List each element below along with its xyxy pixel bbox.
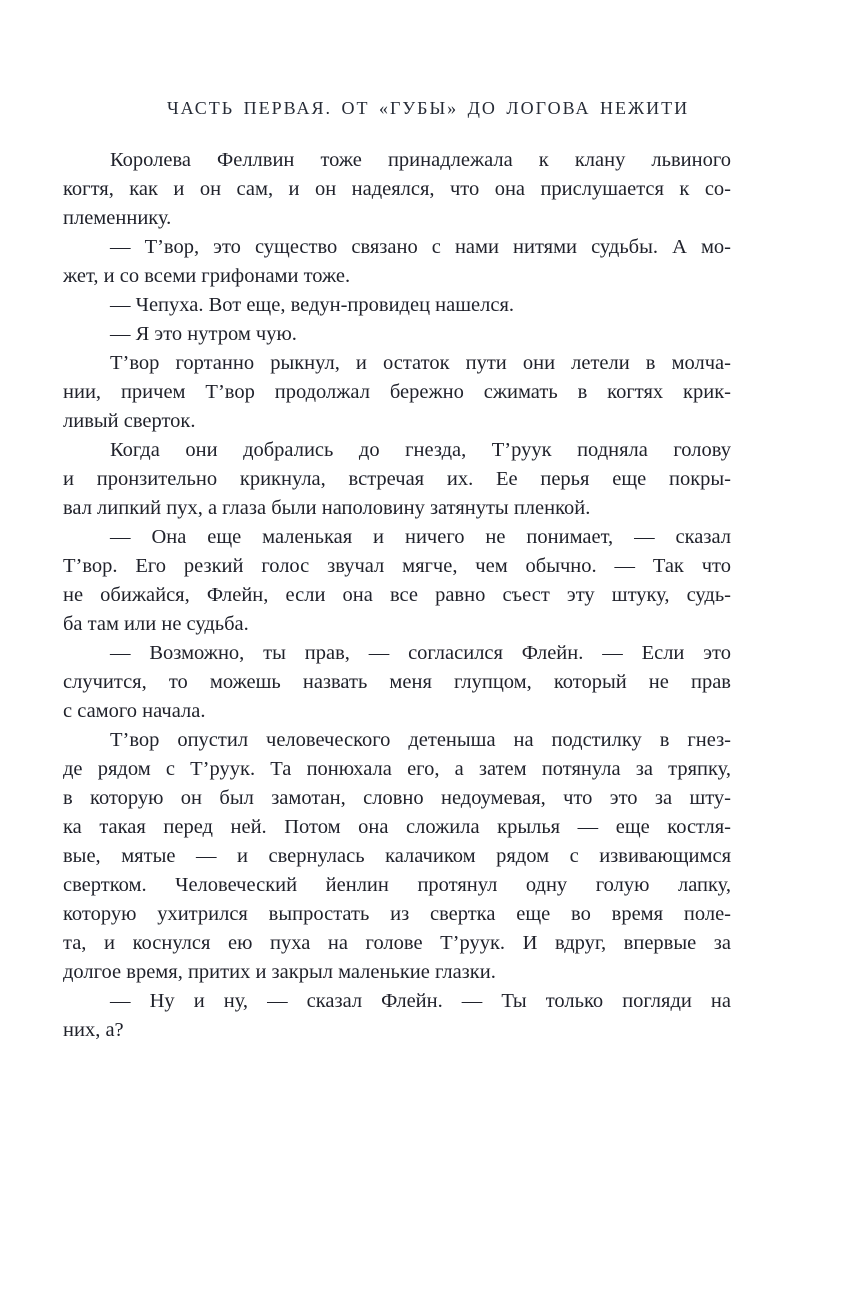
paragraph xyxy=(63,291,731,320)
text-line: — Возможно, ты прав, — согласился Флейн. — Если это xyxy=(110,642,731,664)
paragraph xyxy=(63,523,731,639)
text-line: вые, мятые — и свернулась калачиком рядом с извивающимся xyxy=(63,845,731,867)
text-line: Т’вор опустил человеческого детеныша на подстилку в гнез- xyxy=(110,729,731,751)
running-header: ЧАСТЬ ПЕРВАЯ. ОТ «ГУБЫ» ДО ЛОГОВА НЕЖИТИ xyxy=(166,98,690,118)
text-line: ливый сверток. xyxy=(63,410,196,432)
text-block xyxy=(63,146,731,1045)
text-line: де рядом с Т’руук. Та понюхала его, а затем потянула за тряпку, xyxy=(63,758,731,780)
paragraph xyxy=(63,987,731,1045)
text-line: которую ухитрился выпростать из свертка еще во время поле- xyxy=(63,903,731,925)
text-line: Королева Феллвин тоже принадлежала к клану львиного xyxy=(110,149,731,171)
text-line: — Ну и ну, — сказал Флейн. — Ты только погляди на xyxy=(110,990,731,1012)
text-line: в которую он был замотан, словно недоумевая, что это за шту- xyxy=(63,787,731,809)
text-line: ка такая перед ней. Потом она сложила крылья — еще костля- xyxy=(63,816,731,838)
paragraph xyxy=(63,146,731,233)
text-line: когтя, как и он сам, и он надеялся, что она прислушается к со- xyxy=(63,178,731,200)
text-line: свертком. Человеческий йенлин протянул одну голую лапку, xyxy=(63,874,731,896)
text-line: с самого начала. xyxy=(63,700,206,722)
paragraph xyxy=(63,436,731,523)
text-line: Т’вор гортанно рыкнул, и остаток пути они летели в молча- xyxy=(110,352,731,374)
text-line: — Чепуха. Вот еще, ведун-провидец нашелся. xyxy=(110,294,515,316)
text-line: Т’вор. Его резкий голос звучал мягче, чем обычно. — Так что xyxy=(63,555,731,577)
text-line: и пронзительно крикнула, встречая их. Ее перья еще покры- xyxy=(63,468,731,490)
text-line: — Я это нутром чую. xyxy=(110,323,297,345)
text-line: племеннику. xyxy=(63,207,172,229)
text-line: них, а? xyxy=(63,1019,124,1041)
text-line: — Т’вор, это существо связано с нами нитями судьбы. А мо- xyxy=(110,236,731,258)
text-line: вал липкий пух, а глаза были наполовину затянуты пленкой. xyxy=(63,497,591,519)
text-line: ба там или не судьба. xyxy=(63,613,249,635)
paragraph xyxy=(63,349,731,436)
text-line: не обижайся, Флейн, если она все равно съест эту штуку, судь- xyxy=(63,584,731,606)
text-line: жет, и со всеми грифонами тоже. xyxy=(63,265,351,287)
text-line: случится, то можешь назвать меня глупцом, который не прав xyxy=(63,671,731,693)
text-line: нии, причем Т’вор продолжал бережно сжимать в когтях крик- xyxy=(63,381,731,403)
paragraph xyxy=(63,726,731,987)
text-line: — Она еще маленькая и ничего не понимает, — сказал xyxy=(110,526,731,548)
text-line: та, и коснулся ею пуха на голове Т’руук. И вдруг, впервые за xyxy=(63,932,731,954)
paragraph xyxy=(63,233,731,291)
paragraph xyxy=(63,320,731,349)
text-line: Когда они добрались до гнезда, Т’руук подняла голову xyxy=(110,439,731,461)
paragraph xyxy=(63,639,731,726)
text-line: долгое время, притих и закрыл маленькие глазки. xyxy=(63,961,496,983)
